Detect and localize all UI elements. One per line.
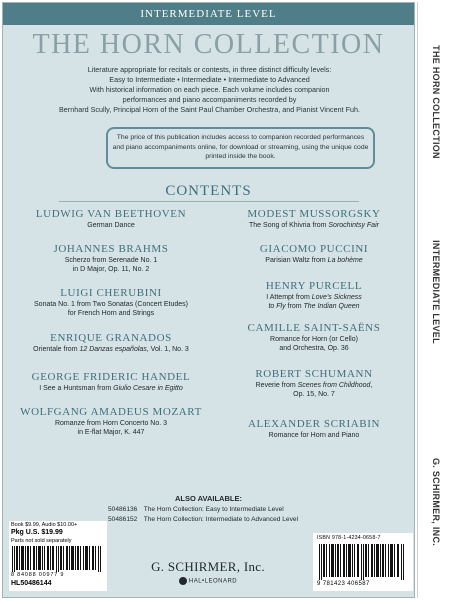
list-item [108, 505, 348, 515]
product-code: 50486136 [108, 506, 138, 513]
contents-entry [13, 243, 209, 274]
contents-entry [216, 243, 412, 265]
work-title: in E-flat Major, K. 447 [77, 429, 145, 436]
intro-line: Literature appropriate for recitals or contests, in three distinct difficulty levels: [87, 65, 332, 74]
composer-name: GIACOMO PUCCINI [259, 243, 369, 255]
publisher-name: G. SCHIRMER, Inc. [151, 559, 265, 574]
work-title: for French Horn and Strings [67, 310, 155, 317]
isbn-text: ISBN 978-1-4234-0658-7 [317, 535, 381, 541]
composer-name: JOHANNES BRAHMS [53, 243, 169, 255]
work-title: German Dance [87, 222, 135, 229]
work-title: I Attempt from Love's Sickness [266, 294, 362, 301]
composer-name: ENRIQUE GRANADOS [50, 332, 172, 344]
work-title: I See a Huntsman from Giulio Cesare in Egitto [39, 385, 183, 392]
upc-digits: 8 84088 00977 9 [11, 572, 65, 578]
work-title: Op. 15, No. 7 [293, 391, 335, 398]
work-title: Sonata No. 1 from Two Sonatas (Concert Etudes) [34, 301, 188, 308]
book-cover [2, 2, 415, 598]
composer-name: GEORGE FRIDERIC HANDEL [31, 371, 191, 383]
composer-name: LUIGI CHERUBINI [60, 287, 162, 299]
product-title: The Horn Collection: Easy to Intermediate Level [143, 506, 284, 513]
work-title: Orientale from 12 Danzas españolas, Vol. 1, No. 3 [33, 346, 189, 353]
product-code: 50486152 [108, 515, 138, 523]
distributor-logo [133, 577, 283, 585]
notice-line: The price of this publication includes access to companion recorded performances [116, 134, 365, 141]
contents-entry [216, 418, 412, 440]
composer-name: LUDWIG VAN BEETHOVEN [35, 208, 187, 220]
price-barcode-label [9, 521, 107, 591]
intro-line: Bernhard Scully, Principal Horn of the Saint Paul Chamber Orchestra, and Pianist Vincent Fuh. [59, 105, 360, 114]
composer-name: ROBERT SCHUMANN [255, 368, 373, 380]
list-item [108, 515, 348, 525]
notice-line: and piano accompaniments online, for download or streaming, using the unique code [112, 143, 369, 151]
upc-barcode-icon [12, 546, 104, 572]
composer-name: MODEST MUSSORGSKY [247, 208, 381, 220]
work-title: The Song of Khivria from Sorochintsy Fair [249, 222, 379, 229]
product-title: The Horn Collection: Intermediate to Advanced Level [143, 515, 299, 523]
price-note: Parts not sold separately [11, 538, 72, 544]
work-title: Scherzo from Serenade No. 1 [64, 257, 158, 264]
composer-name: CAMILLE SAINT-SAËNS [247, 322, 381, 334]
hal-leonard-logo-icon [179, 577, 187, 585]
contents-heading: CONTENTS [165, 183, 252, 199]
composer-name: ALEXANDER SCRIABIN [247, 418, 381, 430]
contents-entry [13, 208, 209, 230]
spine-title: THE HORN COLLECTION [431, 45, 441, 159]
work-title: Parisian Waltz from La bohème [265, 257, 363, 264]
notice-line: printed inside the book. [205, 153, 276, 160]
work-title: Reverie from Scenes from Childhood, [255, 382, 373, 389]
level-band: INTERMEDIATE LEVEL [3, 3, 414, 25]
contents-entry [216, 322, 412, 353]
book-title: THE HORN COLLECTION [32, 29, 385, 60]
distributor-name: HAL•LEONARD [188, 578, 238, 585]
contents-divider [59, 201, 359, 202]
spine-level: INTERMEDIATE LEVEL [431, 240, 441, 344]
intro-line: With historical information on each piece. Each volume includes companion [89, 85, 330, 94]
work-title: in D Major, Op. 11, No. 2 [72, 266, 150, 273]
work-title: Romance for Horn and Piano [268, 432, 360, 439]
product-number: HL50486144 [11, 580, 52, 587]
isbn-digits: 9 781423 406587 [317, 581, 370, 587]
work-title: Romanze from Horn Concerto No. 3 [54, 420, 168, 427]
contents-entry [216, 280, 412, 311]
work-title: Romance for Horn (or Cello) [270, 336, 358, 343]
intro-line: Easy to Intermediate • Intermediate • Intermediate to Advanced [109, 75, 310, 84]
package-price: Pkg U.S. $19.99 [11, 529, 63, 536]
price-line: Book $9.99, Audio $10.00+ [11, 522, 78, 528]
isbn-barcode-label [313, 533, 413, 591]
intro-text [25, 65, 394, 115]
contents-entry [216, 208, 412, 230]
composer-name: WOLFGANG AMADEUS MOZART [20, 406, 202, 418]
intro-line: performances and piano accompaniments recorded by [122, 95, 297, 104]
work-title: to Fly from The Indian Queen [268, 303, 360, 310]
also-available-heading: ALSO AVAILABLE: [175, 494, 242, 503]
isbn-barcode-icon [319, 544, 409, 580]
contents-entry [13, 332, 209, 354]
contents-entry [13, 287, 209, 318]
companion-notice-box [106, 127, 375, 169]
also-available-list [108, 505, 348, 524]
contents-entry [216, 368, 412, 399]
contents-entry [13, 406, 209, 437]
spine-publisher: G. SCHIRMER, INC. [431, 457, 441, 547]
book-spine [417, 2, 453, 598]
contents-entry [13, 371, 209, 393]
work-title: and Orchestra, Op. 36 [279, 345, 349, 352]
composer-name: HENRY PURCELL [265, 280, 363, 292]
